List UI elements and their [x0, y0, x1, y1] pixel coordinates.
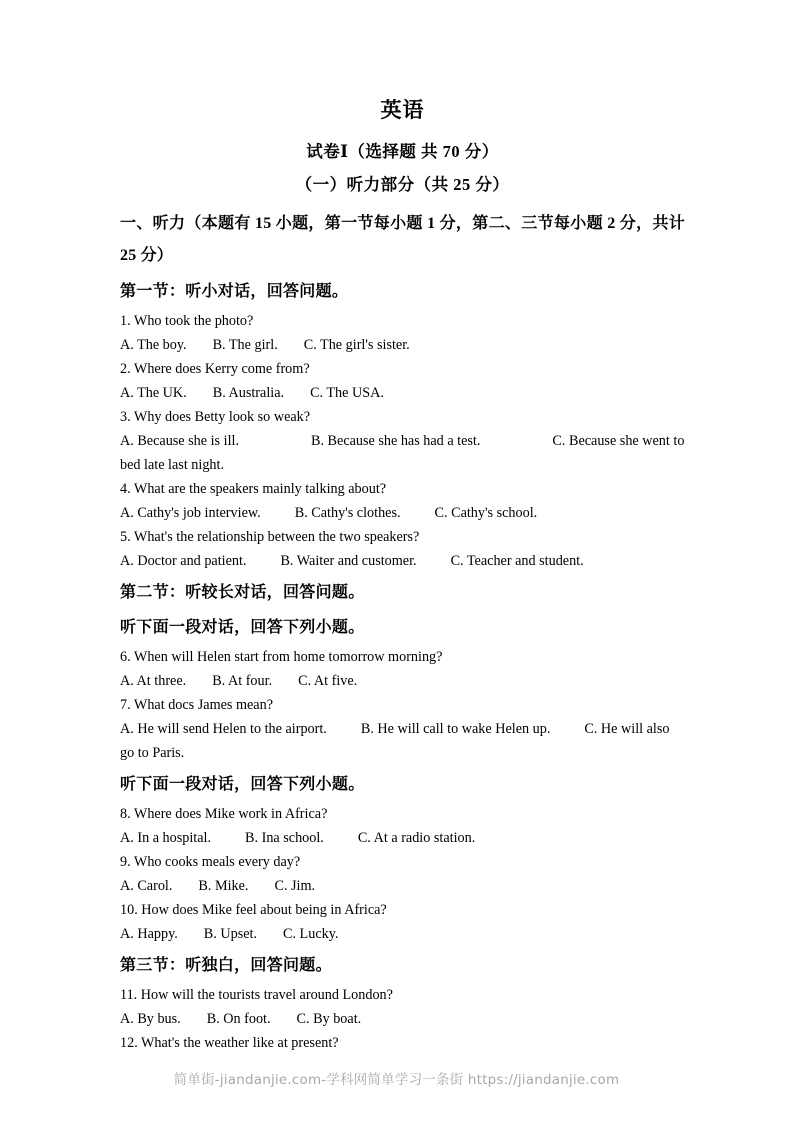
- option-b[interactable]: B. On foot.: [206, 1011, 271, 1027]
- option-c[interactable]: C. At a radio station.: [357, 830, 476, 846]
- section-heading-part1: 第一节：听小对话，回答问题。: [120, 283, 349, 300]
- listening-intro-paragraph: 一、听力（本题有 15 小题，第一节每小题 1 分，第二、三节每小题 2 分，共计 25 分）: [120, 215, 685, 264]
- option-c[interactable]: C. The girl's sister.: [303, 337, 410, 353]
- option-c[interactable]: C. Cathy's school.: [434, 505, 538, 521]
- option-a[interactable]: A. Because she is ill.: [120, 433, 239, 449]
- question-stem: 2. Where does Kerry come from?: [120, 361, 310, 377]
- section-subheading-dialogue-2: 听下面一段对话，回答下列小题。: [120, 776, 365, 793]
- question-stem: 11. How will the tourists travel around London?: [120, 987, 393, 1003]
- question-options: [120, 826, 685, 850]
- option-b[interactable]: B. Mike.: [198, 878, 249, 894]
- option-b[interactable]: B. Upset.: [203, 926, 257, 942]
- question-stem: 1. Who took the photo?: [120, 313, 254, 329]
- question-stem: 9. Who cooks meals every day?: [120, 854, 301, 870]
- option-c[interactable]: C. At five.: [298, 673, 358, 689]
- question-stem: 3. Why does Betty look so weak?: [120, 409, 311, 425]
- page-title: 英语: [380, 98, 425, 122]
- question-options: [120, 922, 685, 946]
- option-a[interactable]: A. He will send Helen to the airport.: [120, 721, 327, 737]
- option-b[interactable]: B. He will call to wake Helen up.: [360, 721, 551, 737]
- question-options: [120, 501, 685, 525]
- option-c[interactable]: C. The USA.: [310, 385, 384, 401]
- section-heading-part2: 第二节：听较长对话，回答问题。: [120, 584, 365, 601]
- question-options: [120, 381, 685, 405]
- option-a[interactable]: A. The boy.: [120, 337, 187, 353]
- section-subheading-dialogue-1: 听下面一段对话，回答下列小题。: [120, 619, 365, 636]
- option-a[interactable]: A. Happy.: [120, 926, 178, 942]
- question-options: [120, 333, 685, 357]
- question-block-6: [120, 645, 685, 693]
- question-options: [120, 549, 685, 573]
- option-a[interactable]: A. In a hospital.: [120, 830, 212, 846]
- question-options: [120, 429, 685, 477]
- section-heading-part3: 第三节：听独白，回答问题。: [120, 957, 332, 974]
- option-a[interactable]: A. Cathy's job interview.: [120, 505, 261, 521]
- question-options: [120, 874, 685, 898]
- question-stem: 4. What are the speakers mainly talking about?: [120, 481, 387, 497]
- option-c[interactable]: C. Teacher and student.: [450, 553, 584, 569]
- question-block-11: [120, 983, 685, 1031]
- question-stem: 5. What's the relationship between the two speakers?: [120, 529, 420, 545]
- question-stem: 12. What's the weather like at present?: [120, 1035, 339, 1051]
- question-block-2: [120, 357, 685, 405]
- question-block-5: [120, 525, 685, 573]
- option-a[interactable]: A. At three.: [120, 673, 187, 689]
- option-a[interactable]: A. Doctor and patient.: [120, 553, 247, 569]
- option-b[interactable]: B. Waiter and customer.: [280, 553, 417, 569]
- paper-part-subtitle: 试卷Ⅰ（选择题 共 70 分）: [306, 142, 499, 161]
- question-options: [120, 717, 685, 765]
- question-block-4: [120, 477, 685, 525]
- option-c[interactable]: C. Lucky.: [283, 926, 339, 942]
- question-stem: 10. How does Mike feel about being in Africa?: [120, 902, 387, 918]
- question-block-12: [120, 1031, 685, 1055]
- option-b[interactable]: B. Cathy's clothes.: [294, 505, 401, 521]
- question-options: [120, 669, 685, 693]
- question-block-9: [120, 850, 685, 898]
- option-b[interactable]: B. At four.: [212, 673, 273, 689]
- question-block-8: [120, 802, 685, 850]
- question-block-3: [120, 405, 685, 477]
- option-b[interactable]: B. Ina school.: [245, 830, 324, 846]
- question-block-7: [120, 693, 685, 765]
- option-a[interactable]: A. By bus.: [120, 1011, 181, 1027]
- option-c[interactable]: C. He will also go to Paris.: [120, 721, 670, 761]
- option-c[interactable]: C. By boat.: [296, 1011, 362, 1027]
- question-stem: 7. What docs James mean?: [120, 697, 273, 713]
- option-a[interactable]: A. Carol.: [120, 878, 173, 894]
- option-a[interactable]: A. The UK.: [120, 385, 187, 401]
- question-stem: 8. Where does Mike work in Africa?: [120, 806, 328, 822]
- option-c[interactable]: C. Jim.: [274, 878, 316, 894]
- listening-part-subtitle: （一）听力部分（共 25 分）: [295, 175, 510, 194]
- option-b[interactable]: B. The girl.: [212, 337, 278, 353]
- question-block-1: [120, 309, 685, 357]
- question-options: [120, 1007, 685, 1031]
- option-b[interactable]: B. Because she has had a test.: [311, 433, 481, 449]
- question-block-10: [120, 898, 685, 946]
- footer-watermark: 简单街-jiandanjie.com-学科网简单学习一条街 https://jiandanjie.com: [173, 1072, 620, 1088]
- question-stem: 6. When will Helen start from home tomorrow morning?: [120, 649, 443, 665]
- option-b[interactable]: B. Australia.: [212, 385, 285, 401]
- option-c[interactable]: C. Because she went to bed late last night.: [120, 433, 685, 473]
